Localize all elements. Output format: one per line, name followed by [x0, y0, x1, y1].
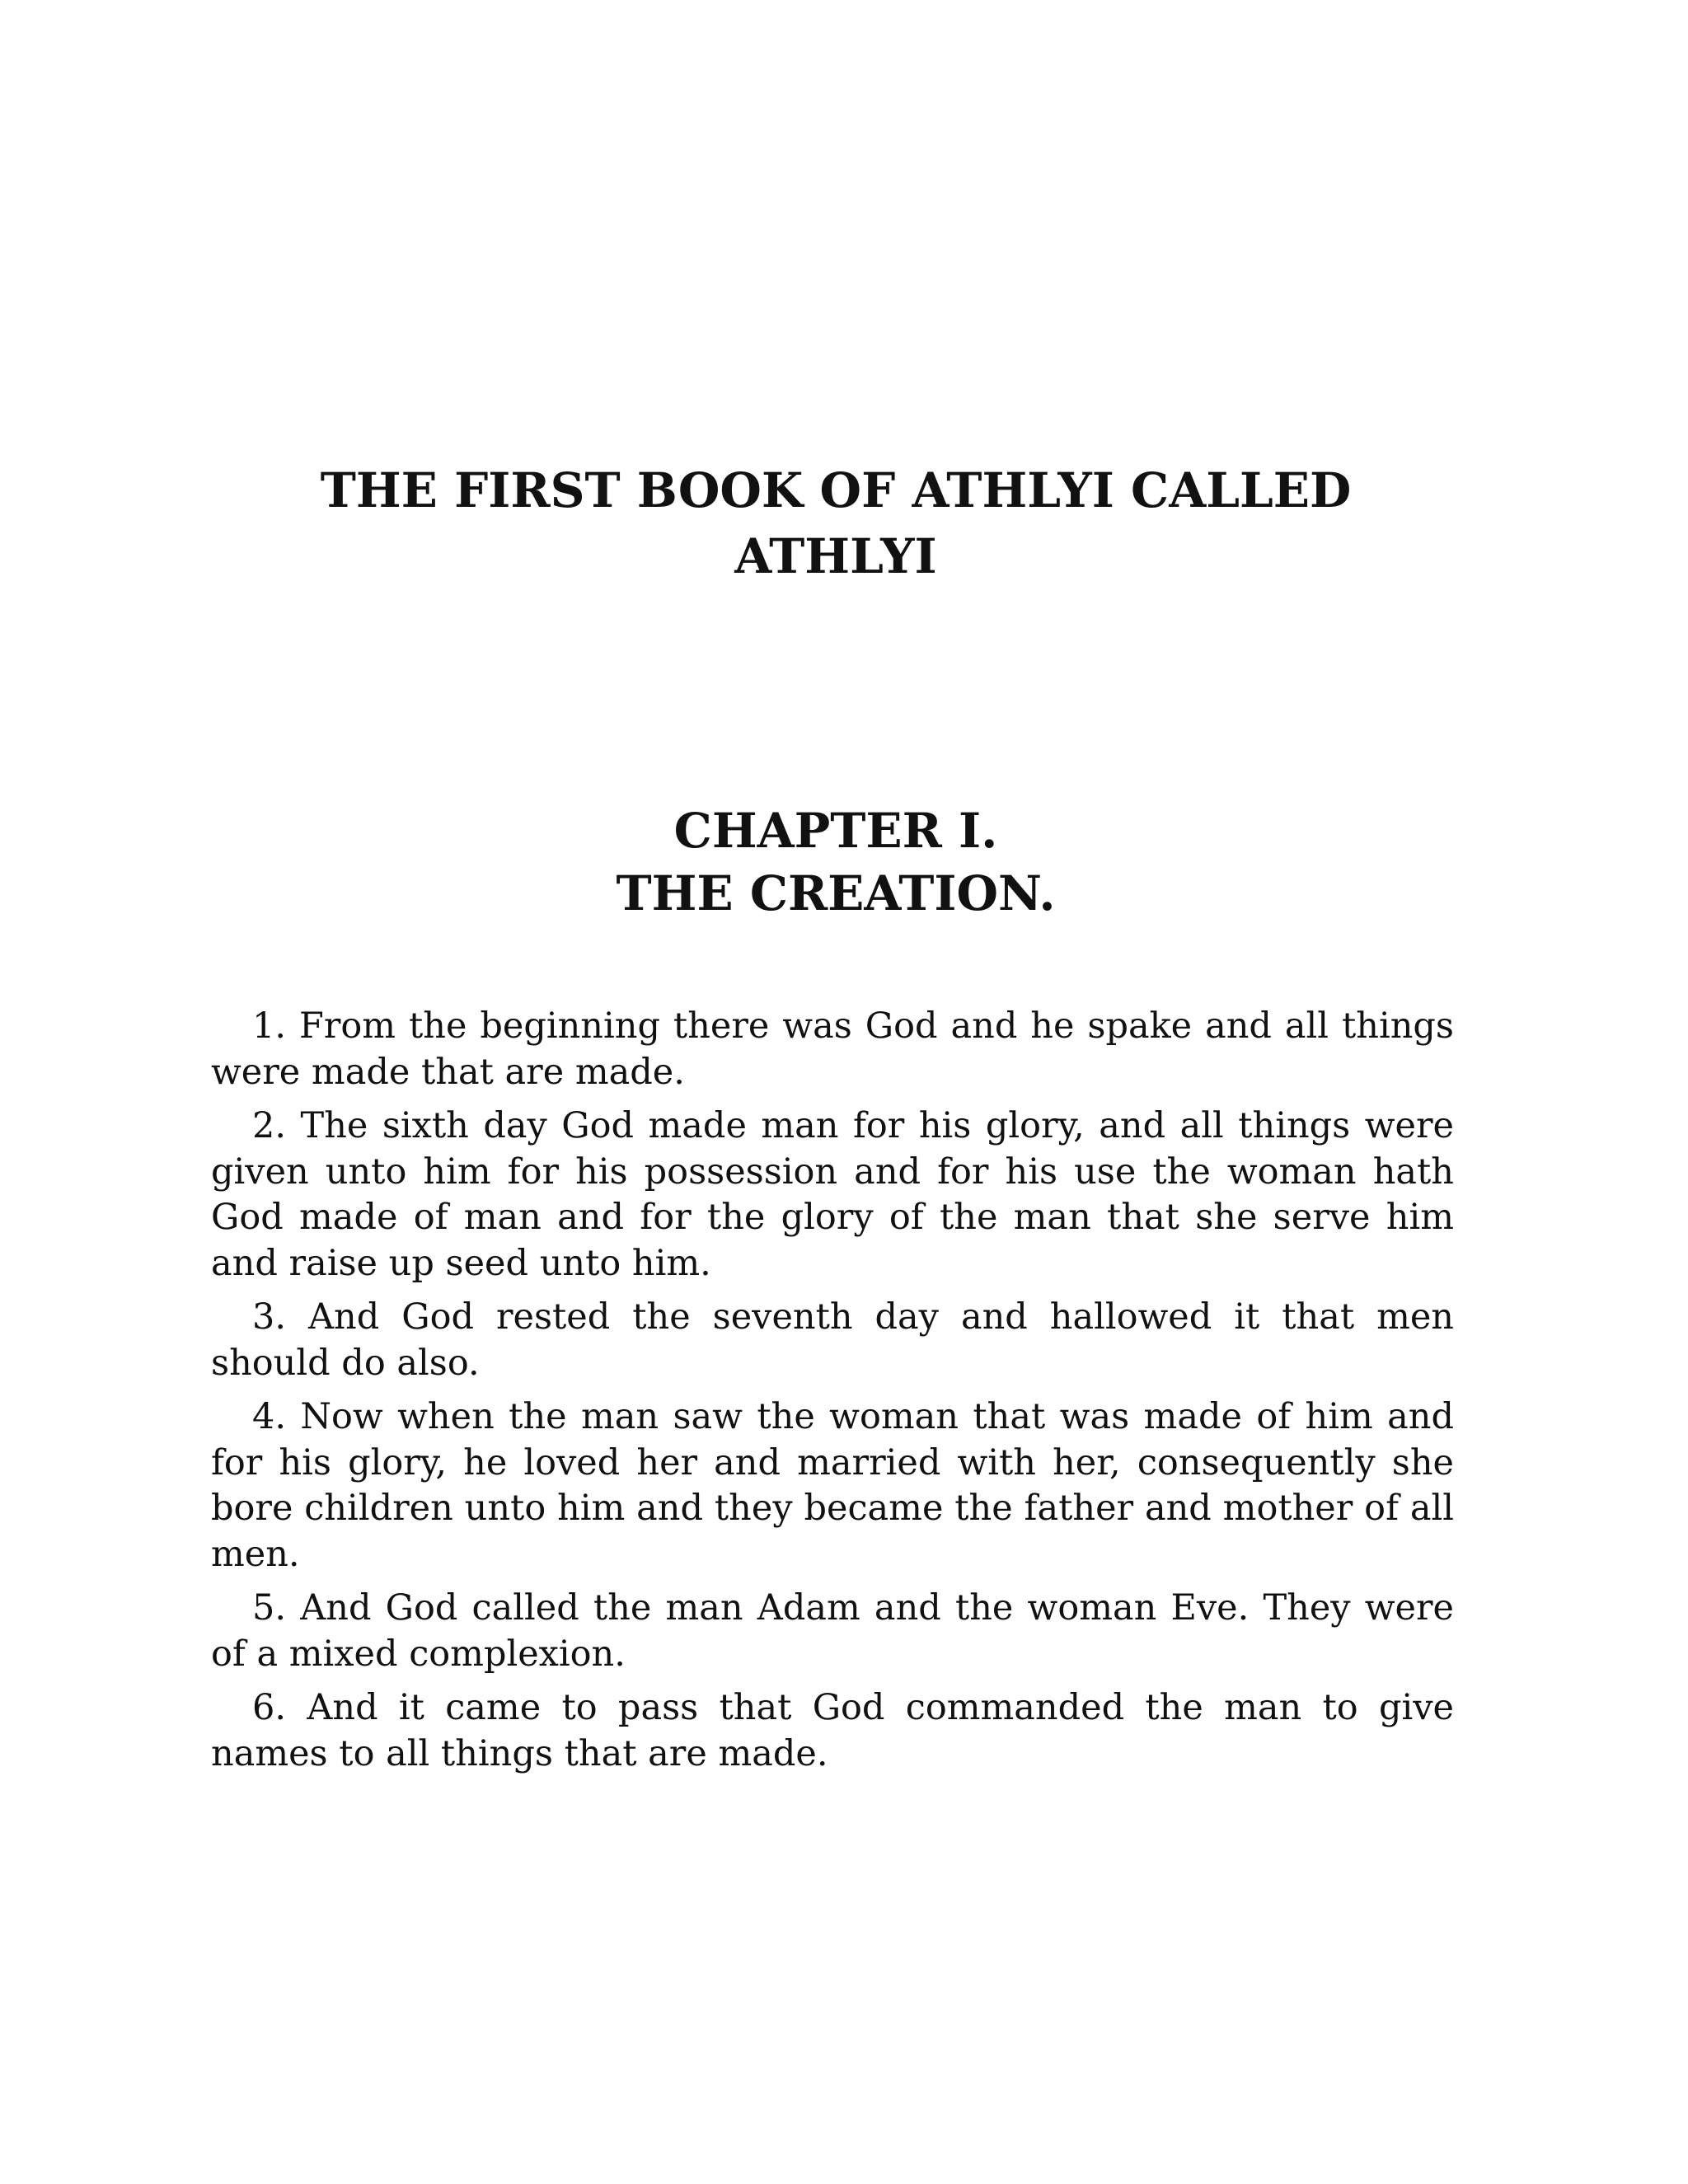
verse-5: 5. And God called the man Adam and the woman Eve. They were of a mixed complexion. — [211, 1587, 1454, 1675]
verse-3: 3. And God rested the seventh day and hallowed it that men should do also. — [211, 1296, 1454, 1384]
chapter-number: CHAPTER I. — [673, 803, 998, 859]
chapter-heading — [272, 799, 1400, 925]
verse-6: 6. And it came to pass that God commanded the man to give names to all things that are made. — [211, 1687, 1454, 1774]
book-title: THE FIRST BOOK OF ATHLYI CALLED ATHLYI — [320, 462, 1352, 584]
verse-2: 2. The sixth day God made man for his glory, and all things were given unto him for his possession and for his use the woman hath God made of man and for the glory of the man that she serve him and raise up seed unto him. — [211, 1105, 1454, 1284]
verse-list — [211, 1004, 1454, 1785]
chapter-title: THE CREATION. — [616, 865, 1056, 921]
verse-1: 1. From the beginning there was God and he spake and all things were made that are made. — [211, 1005, 1454, 1093]
verse-4: 4. Now when the man saw the woman that was made of him and for his glory, he loved her and married with her, consequently she bore children unto him and they became the father and mother of all men. — [211, 1396, 1454, 1575]
